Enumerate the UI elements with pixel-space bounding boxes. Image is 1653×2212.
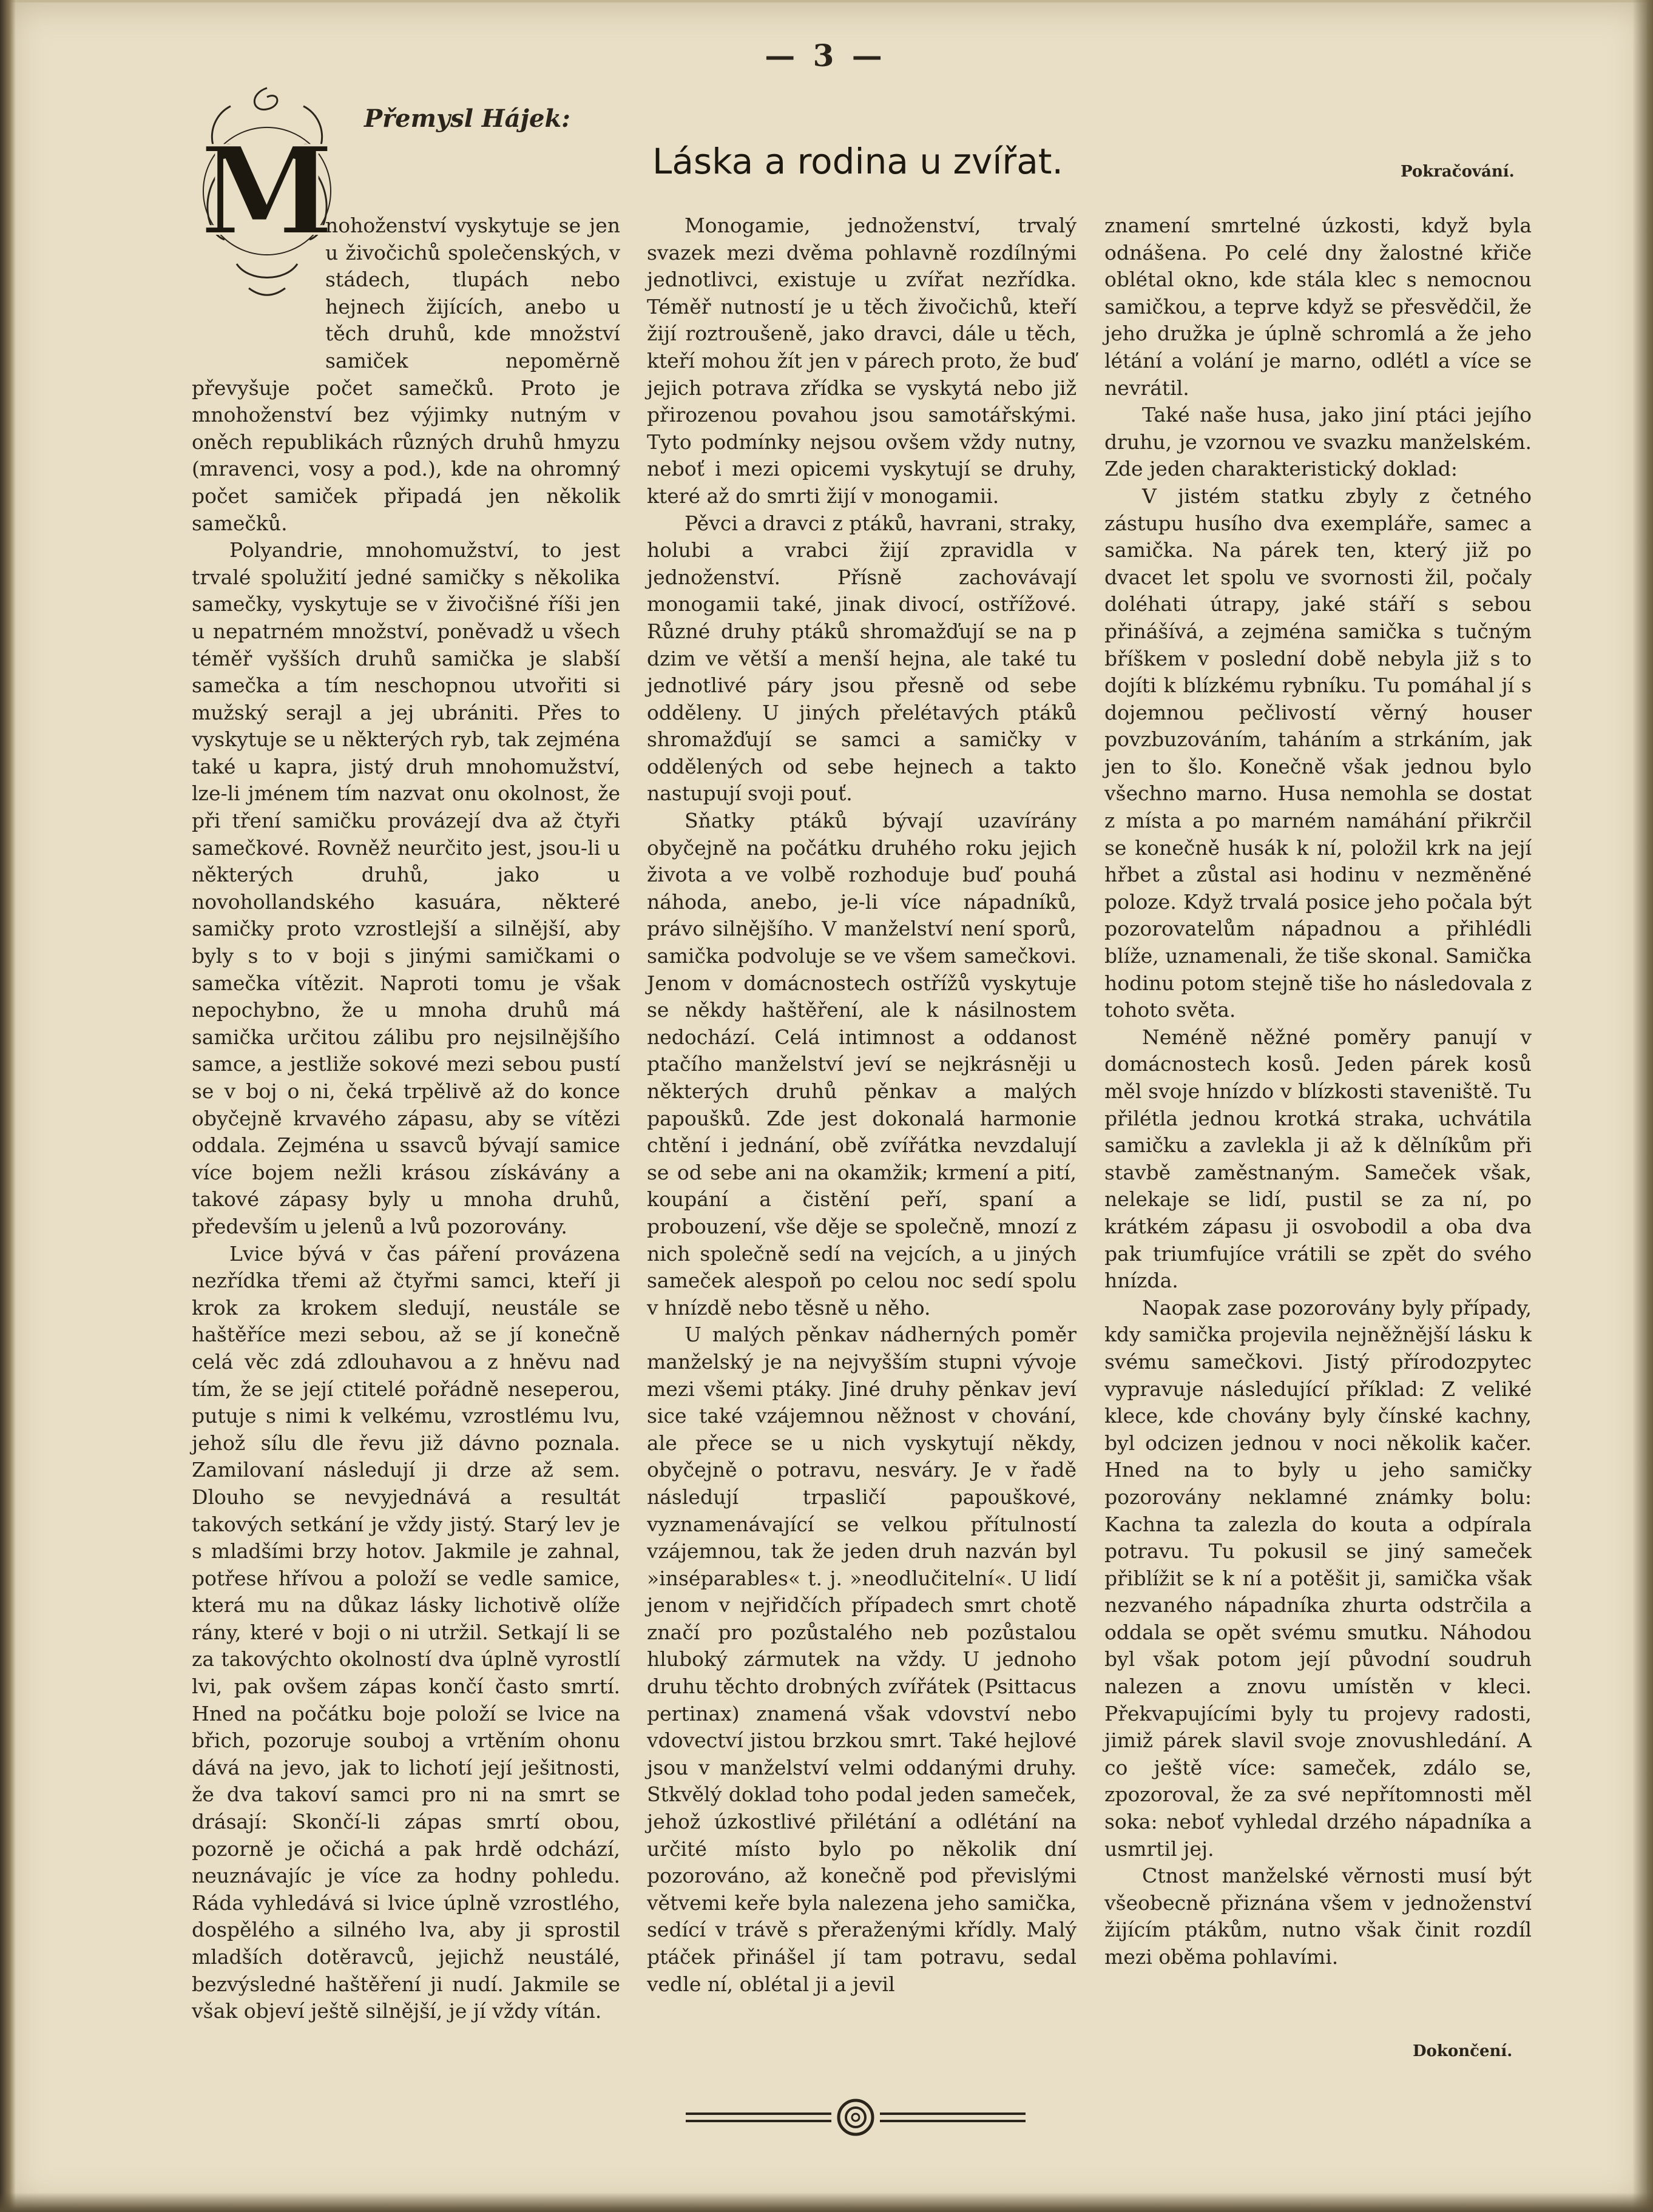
paragraph: Sňatky ptáků bývají uzavírány obyčejně na počátku druhého roku jejich života a ve volbě rozhoduje buď pouhá náhoda, anebo, je-li více nápadníků, právo silnějšího. V manželství není sporů, samička podvoluje se ve všem samečkovi. Jenom v domácnostech ostřížů vyskytuje se někdy haštěření, ale k násilnostem nedochází. Celá intimnost a oddanost ptačího manželství jeví se nejkrásněji u některých druhů pěnkav a malých papoušků. Zde jest dokonalá harmonie chtění i jednání, obě zvířátka nevzdalují se od sebe ani na okamžik; krmení a pití, koupání a čistění peří, spaní a probouzení, vše děje se společně, mnozí z nich společně sedí na vejcích, a u jiných sameček alespoň po celou noc sedí spolu v hnízdě nebo těsně u něho. [647,809,1077,1320]
edge-shadow-right [1632,0,1653,2212]
drop-cap-letter: M [200,120,334,263]
article-title: Láska a rodina u zvířat. [652,141,1063,182]
page-number: — 3 — [765,38,886,73]
text-column-3 [1104,212,1532,1971]
paragraph: Naopak zase pozorovány byly případy, kdy samička projevila nejněžnější lásku k svému samečkovi. Jistý přírodozpytec vypravuje následující příklad: Z veliké klece, kde chovány byly čínské kachny, byl odcizen jednou v noci několik kačer. Hned na to byly u jeho samičky pozorovány neklamné známky bolu: Kachna ta zalezla do kouta a odpírala potravu. Tu pokusil se jiný sameček přiblížit se k ní a potěšit ji, samička však nezvaného nápadníka zhurta odstrčila a oddala se opět svému smutku. Náhodou byl však potom její původní soudruh nalezen a znovu umístěn v kleci. Překvapujícími byly tu projevy radosti, jimiž párek slavil svoje znovushledání. A co ještě více: sameček, zdálo se, zpozoroval, že za své nepřítomnosti měl soka: neboť vyhledal drzého nápadníka a usmrtil jej. [1104,1295,1532,1861]
ornamental-divider-icon [680,2093,1032,2142]
edge-shadow-bottom [0,2193,1653,2212]
paragraph: Lvice bývá v čas páření provázena nezřídka třemi až čtyřmi samci, kteří ji krok za krokem sledují, neustále se haštěříce mezi sebou, až se jí konečně celá věc zdá zdlouhavou a z hněvu nad tím, že se její ctitelé pořádně neseperou, putuje s nimi k velkému, vzrostlému lvu, jehož sílu dle řevu již dávno poznala. Zamilovaní následují ji drze až sem. Dlouho se nevyjednává a resultát takových setkání je vždy jistý. Starý lev je s mladšími brzy hotov. Jakmile je zahnal, potřese hřívou a položí se vedle samice, která mu na důkaz lásky lichotivě olíže rány, které v boji o ni utržil. Setkají li se za takovýchto okolností dva úplně vyrostlí lvi, pak ovšem zápas končí často smrtí. Hned na počátku boje položí se lvice na břich, pozoruje souboj a vrtěním ohonu dává na jevo, jak to lichotí její ješitnosti, že dva takoví samci pro ni na smrt se drásají: Skončí-li zápas smrtí obou, pozorně je očichá a pak hrdě odchází, neuznávajíc je více za hodny pohledu. Ráda vyhledává si lvice úplně vzrostlého, dospělého a silného lva, aby ji sprostil mladších dotěravců, jejichž neustálé, bezvýsledné haštěření ji nudí. Jakmile se však objeví ještě silnější, je jí vždy vítán. [192,1241,620,2023]
paragraph: Neméně něžné poměry panují v domácnostech kosů. Jeden párek kosů měl svoje hnízdo v blízkosti staveniště. Tu přilétla jednou krotká straka, uchvátila samičku a zavlekla ji až k dělníkům při stavbě zaměstnaným. Sameček však, nelekaje se lidí, pustil se za ní, po krátkém zápasu ji osvobodil a oba dva pak triumfujíce vrátili se zpět do svého hnízda. [1104,1025,1532,1293]
paragraph: Ctnost manželské věrnosti musí být všeobecně přiznána všem v jednoženství žijícím ptákům, nutno však činit rozdíl mezi oběma pohlavími. [1104,1864,1532,1969]
paragraph: nohoženství vyskytuje se jen u živočichů společenských, v stádech, tlupách nebo hejnech žijících, anebo u těch druhů, kde množství samiček nepoměrně převyšuje počet samečků. Proto je mnohoženství bez výjimky nutným v oněch republikách různých druhů hmyzu (mravenci, vosy a pod.), kde na ohromný počet samiček připadá jen několik samečků. [192,214,620,535]
text-column-2 [647,212,1077,1998]
end-note: Dokončení. [1413,2042,1513,2060]
paragraph: znamení smrtelné úzkosti, když byla odnášena. Po celé dny žalostné křiče oblétal okno, kde stála klec s nemocnou samičkou, a teprve když se přesvědčil, že jeho družka je úplně schromlá a že jeho létání a volání je marno, odlétl a více se nevrátil. [1104,214,1532,400]
paragraph: Pěvci a dravci z ptáků, havrani, straky, holubi a vrabci žijí zpravidla v jednoženství. Přísně zachovávají monogamii také, jinak divocí, ostřížové. Různé druhy ptáků shromažďují se na p dzim ve větší a menší hejna, ale také tu jednotlivé páry jsou přesně od sebe odděleny. U jiných přelétavých ptáků shromažďují se samci a samičky v oddělených od sebe hejnech a takto nastupují svoji pouť. [647,511,1077,806]
continued-note: Pokračování. [1401,163,1515,181]
text-column-1 [192,212,620,2025]
paragraph: Monogamie, jednoženství, trvalý svazek mezi dvěma pohlavně rozdílnými jednotlivci, existuje u zvířat nezřídka. Téměř nutností je u těch živočichů, kteří žijí roztroušeně, jako dravci, dále u těch, kteří mohou žít jen v párech proto, že buď jejich potrava zřídka se vyskytá nebo již přirozenou povahou jsou samotářskými. Tyto podmínky nejsou ovšem vždy nutny, neboť i mezi opicemi vyskytují se druhy, které až do smrti žijí v monogamii. [647,214,1077,508]
paragraph: V jistém statku zbyly z četného zástupu husího dva exempláře, samec a samička. Na párek ten, který již po dvacet let spolu ve svornosti žil, počaly doléhati útrapy, jaké stáří s sebou přinášívá, a zejména samička s tučným bříškem v poslední době nebyla již s to dojíti k blízkému rybníku. Tu pomáhal jí s dojemnou pečlivostí věrný houser povzbuzováním, taháním a strkáním, jak jen to šlo. Konečně však jednou bylo všechno marno. Husa nemohla se dostat z místa a po marném namáhání přikrčil se konečně husák k ní, položil krk na její hřbet a zůstal asi hodinu v nezměněné poloze. Když trvalá posice jeho počala být pozorovatelům nápadnou a přihlédli blíže, uznamenali, že tiše skonal. Samička hodinu potom stejně tiše ho následovala z tohoto světa. [1104,484,1532,1022]
binding-shadow [0,0,16,2212]
paragraph: U malých pěnkav nádherných poměr manželský je na nejvyšším stupni vývoje mezi všemi ptáky. Jiné druhy pěnkav jeví sice také vzájemnou něžnost v chování, ale přece se u nich vyskytují někdy, obyčejně o potravu, nesváry. Je v řadě následují trpasličí papouškové, vyznamenávající se velkou přítulností vzájemnou, tak že jeden druh nazván byl »inséparables« t. j. »neodlučitelní«. U lidí jenom v nejřidčích případech smrt chotě značí pro pozůstalého neb pozůstalou hluboký zármutek na vždy. U jednoho druhu těchto drobných zvířátek (Psittacus pertinax) znamená však vdovství nebo vdovectví jistou brzkou smrt. Také hejlové jsou v manželství velmi oddanými druhy. Stkvělý doklad toho podal jeden sameček, jehož úzkostlivé přilétání a odlétání na určité místo bylo po několik dní pozorováno, až konečně pod převislými větvemi keře byla nalezena jeho samička, sedící v trávě s přeraženými křídly. Malý ptáček přinášel jí tam potravu, sedal vedle ní, oblétal ji a jevil [647,1323,1077,1996]
paragraph: Polyandrie, mnohomužství, to jest trvalé spolužití jedné samičky s několika samečky, vyskytuje se v živočišné říši jen u nepatrném množství, poněvadž u všech téměř vyšších druhů samička je slabší samečka a tím neschopnou utvořiti si mužský serajl a jej ubrániti. Přes to vyskytuje se u některých ryb, tak zejména také u kapra, jistý druh mnohomužství, lze-li jménem tím nazvat onu okolnost, že při tření samičku provázejí dva až čtyři samečkové. Rovněž neurčito jest, jsou-li u některých druhů, jako u novohollandského kasuára, některé samičky proto vzrostlejší a silnější, aby byly s to v boji s jinými samičkami o samečka vítězit. Naproti tomu je však nepochybno, že u mnoha druhů má samička určitou zálibu pro nejsilnějšího samce, a jestliže sokové mezi sebou pustí se v boj o ni, čeká trpělivě až do konce obyčejně krvavého zápasu, aby se vítězi oddala. Zejména u ssavců bývají samice více bojem nežli krásou získávány a takové zápasy byly u mnoha druhů, především u jelenů a lvů pozorovány. [192,538,620,1238]
drop-cap-space [192,212,325,352]
author-name: Přemysl Hájek: [364,104,570,133]
paragraph: Také naše husa, jako jiní ptáci jejího druhu, je vzornou ve svazku manželském. Zde jeden charakteristický doklad: [1104,403,1532,481]
